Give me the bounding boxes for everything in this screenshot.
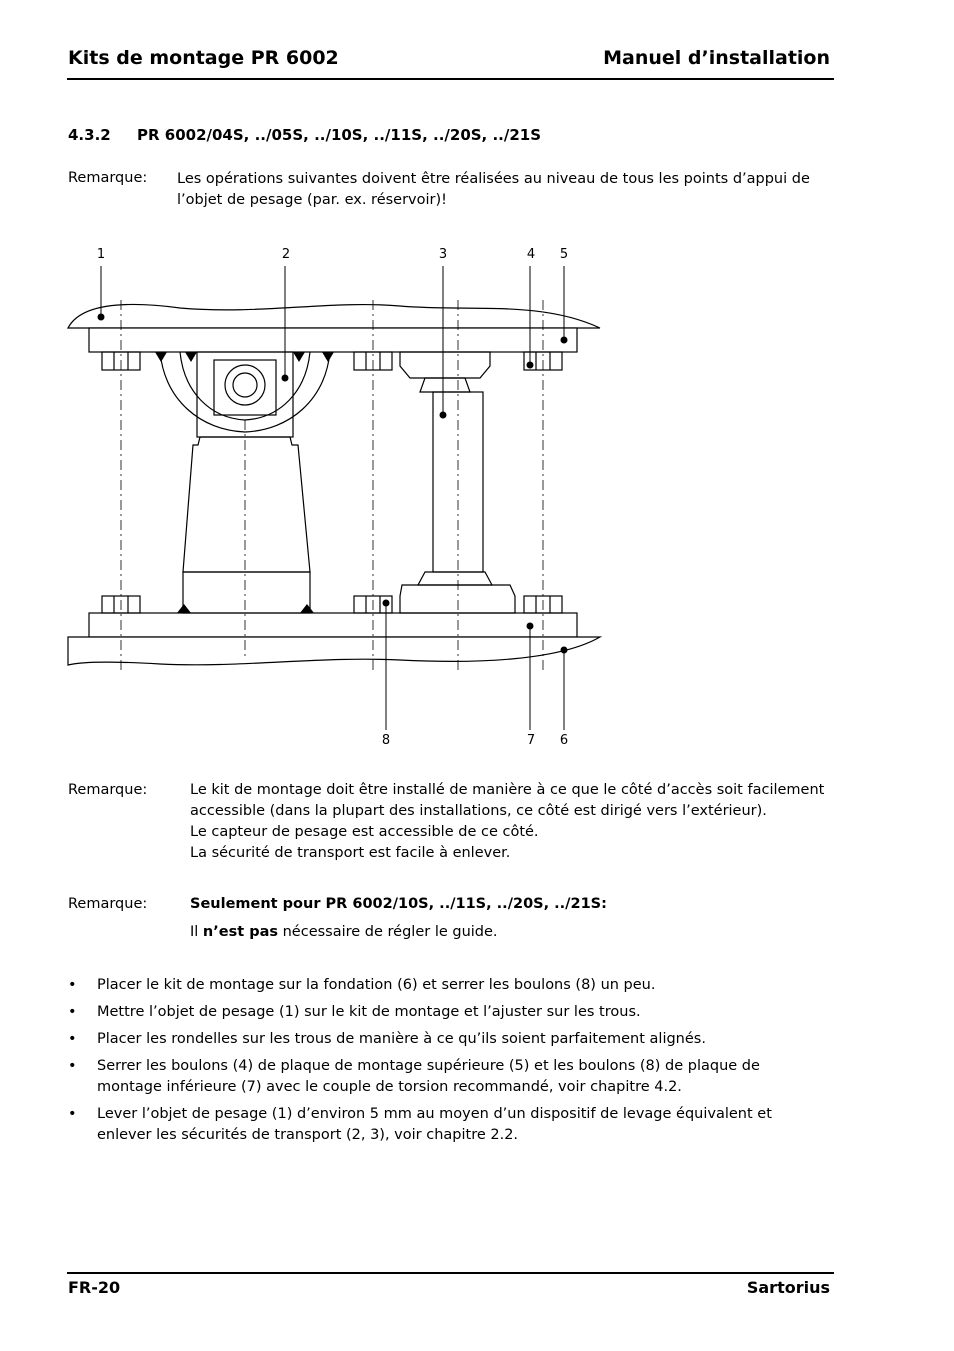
page-number: FR-20 — [68, 1278, 121, 1297]
list-item: • Serrer les boulons (4) de plaque de montage supérieure (5) et les boulons (8) de plaque de montage inférieure (7) avec le couple de torsion recommandé, voir chapitre 4.2. — [68, 1056, 828, 1098]
callout-1: 1 — [96, 247, 106, 262]
note1-line1: Les opérations suivantes doivent être réalisées au niveau de tous les points d’appui de — [177, 171, 810, 187]
callout-6: 6 — [559, 733, 569, 748]
note3-emphasis: n’est pas — [202, 924, 278, 940]
section-number: 4.3.2 — [68, 126, 111, 144]
list-item: • Placer les rondelles sur les trous de manière à ce qu’ils soient parfaitement alignés. — [68, 1029, 828, 1050]
callout-5: 5 — [559, 247, 569, 262]
note3-text — [190, 922, 498, 943]
list-item: • Lever l’objet de pesage (1) d’environ 5 mm au moyen d’un dispositif de levage équivalent et enlever les sécurités de transport (2, 3), voir chapitre 2.2. — [68, 1104, 828, 1146]
callout-4: 4 — [526, 247, 536, 262]
note2-line: Le kit de montage doit être installé de manière à ce que le côté d’accès soit facilement — [190, 782, 825, 798]
list-item: • Mettre l’objet de pesage (1) sur le kit de montage et l’ajuster sur les trous. — [68, 1002, 828, 1023]
list-item: • Placer le kit de montage sur la fondation (6) et serrer les boulons (8) un peu. — [68, 975, 828, 996]
callout-7: 7 — [526, 733, 536, 748]
instruction-list — [68, 975, 828, 1152]
callout-2: 2 — [281, 247, 291, 262]
header-title-right: Manuel d’installation — [603, 47, 830, 69]
callout-3: 3 — [438, 247, 448, 262]
note2-label: Remarque: — [68, 782, 148, 798]
note3-label: Remarque: — [68, 896, 148, 912]
note3-pre: Il — [190, 924, 203, 940]
callout-8: 8 — [381, 733, 391, 748]
note2-text — [190, 780, 830, 864]
note1-label: Remarque: — [68, 170, 148, 186]
note3-post: nécessaire de régler le guide. — [278, 924, 498, 940]
note2-line: accessible (dans la plupart des installations, ce côté est dirigé vers l’extérieur). — [190, 803, 767, 819]
section-title: PR 6002/04S, ../05S, ../10S, ../11S, ../20S, ../21S — [137, 126, 542, 144]
note2-line: La sécurité de transport est facile à enlever. — [190, 845, 511, 861]
note2-line: Le capteur de pesage est accessible de ce côté. — [190, 824, 539, 840]
footer-rule — [67, 1272, 834, 1274]
footer-brand: Sartorius — [746, 1278, 830, 1297]
note3-heading: Seulement pour PR 6002/10S, ../11S, ../20S, ../21S: — [190, 896, 607, 912]
note1-line2: l’objet de pesage (par. ex. réservoir)! — [177, 192, 447, 208]
header-title-left: Kits de montage PR 6002 — [68, 47, 339, 69]
